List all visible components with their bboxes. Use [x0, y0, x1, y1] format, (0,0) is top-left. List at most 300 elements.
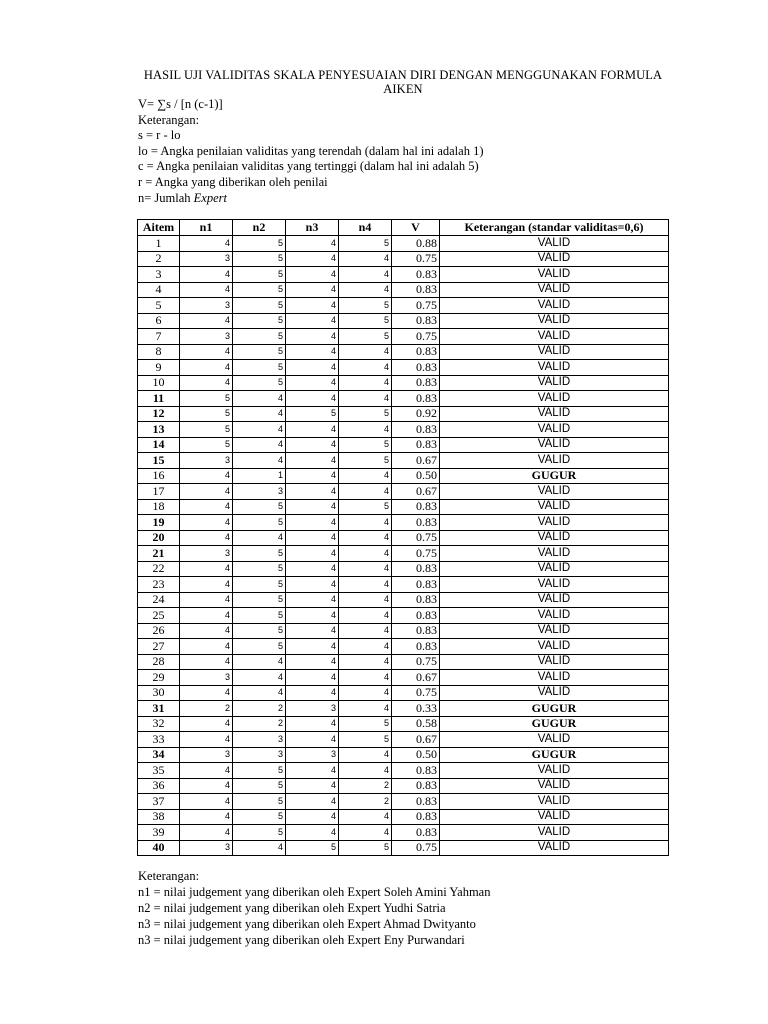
table-row	[138, 732, 669, 748]
cell-n2: 5	[233, 515, 286, 531]
cell-n3: 4	[286, 561, 339, 577]
cell-v: 0.83	[392, 515, 440, 531]
header-n3: n3	[286, 220, 339, 236]
cell-v: 0.75	[392, 546, 440, 562]
table-row	[138, 313, 669, 329]
cell-n3: 4	[286, 530, 339, 546]
note-n-expert: Expert	[193, 190, 227, 205]
cell-aitem: 35	[138, 763, 180, 779]
cell-v: 0.83	[392, 499, 440, 515]
cell-n1: 5	[180, 422, 233, 438]
cell-n3: 4	[286, 778, 339, 794]
cell-n4: 4	[339, 685, 392, 701]
cell-n3: 4	[286, 809, 339, 825]
cell-v: 0.83	[392, 422, 440, 438]
cell-v: 0.67	[392, 453, 440, 469]
table-row	[138, 701, 669, 717]
cell-aitem: 28	[138, 654, 180, 670]
cell-keterangan: VALID	[440, 794, 669, 810]
cell-n4: 4	[339, 809, 392, 825]
cell-aitem: 39	[138, 825, 180, 841]
cell-n3: 4	[286, 344, 339, 360]
cell-n4: 5	[339, 732, 392, 748]
cell-keterangan: VALID	[440, 592, 669, 608]
cell-n4: 4	[339, 670, 392, 686]
cell-n1: 4	[180, 468, 233, 484]
notes-label: Keterangan:	[138, 112, 200, 127]
cell-n2: 3	[233, 484, 286, 500]
cell-aitem: 24	[138, 592, 180, 608]
cell-aitem: 25	[138, 608, 180, 624]
cell-aitem: 23	[138, 577, 180, 593]
cell-keterangan: VALID	[440, 375, 669, 391]
cell-aitem: 14	[138, 437, 180, 453]
cell-keterangan: VALID	[440, 453, 669, 469]
cell-n1: 4	[180, 654, 233, 670]
cell-n1: 4	[180, 608, 233, 624]
cell-aitem: 22	[138, 561, 180, 577]
cell-n4: 4	[339, 515, 392, 531]
cell-keterangan: VALID	[440, 437, 669, 453]
cell-n4: 4	[339, 360, 392, 376]
cell-n3: 4	[286, 716, 339, 732]
cell-n3: 4	[286, 685, 339, 701]
cell-n3: 4	[286, 236, 339, 252]
cell-n1: 4	[180, 515, 233, 531]
cell-keterangan: VALID	[440, 654, 669, 670]
note-n-prefix: n= Jumlah	[138, 190, 194, 205]
table-row	[138, 685, 669, 701]
cell-n4: 4	[339, 561, 392, 577]
cell-aitem: 30	[138, 685, 180, 701]
cell-n4: 4	[339, 375, 392, 391]
cell-n1: 3	[180, 546, 233, 562]
cell-n1: 4	[180, 236, 233, 252]
cell-keterangan: VALID	[440, 515, 669, 531]
cell-n2: 5	[233, 282, 286, 298]
table-row	[138, 515, 669, 531]
cell-aitem: 11	[138, 391, 180, 407]
table-row	[138, 530, 669, 546]
table-row	[138, 236, 669, 252]
cell-v: 0.75	[392, 685, 440, 701]
cell-keterangan: GUGUR	[440, 701, 669, 717]
header-n1: n1	[180, 220, 233, 236]
cell-n1: 3	[180, 747, 233, 763]
cell-n2: 4	[233, 422, 286, 438]
cell-n4: 2	[339, 794, 392, 810]
cell-n4: 4	[339, 623, 392, 639]
cell-v: 0.83	[392, 592, 440, 608]
table-row	[138, 794, 669, 810]
cell-aitem: 21	[138, 546, 180, 562]
note-s: s = r - lo	[138, 128, 181, 143]
header-aitem: Aitem	[138, 220, 180, 236]
table-row	[138, 406, 669, 422]
cell-n3: 4	[286, 608, 339, 624]
cell-n1: 4	[180, 267, 233, 283]
cell-n3: 4	[286, 251, 339, 267]
note-c: c = Angka penilaian validitas yang tertinggi (dalam hal ini adalah 5)	[138, 159, 479, 174]
cell-n3: 4	[286, 298, 339, 314]
cell-n4: 4	[339, 251, 392, 267]
cell-aitem: 26	[138, 623, 180, 639]
cell-n1: 4	[180, 592, 233, 608]
cell-n4: 4	[339, 267, 392, 283]
cell-keterangan: VALID	[440, 809, 669, 825]
cell-v: 0.83	[392, 561, 440, 577]
validity-table	[137, 219, 669, 856]
table-row	[138, 267, 669, 283]
cell-n4: 5	[339, 329, 392, 345]
cell-keterangan: VALID	[440, 406, 669, 422]
table-row	[138, 639, 669, 655]
aiken-formula: V= ∑s / [n (c-1)]	[138, 97, 223, 111]
cell-n2: 4	[233, 437, 286, 453]
note-r: r = Angka yang diberikan oleh penilai	[138, 174, 328, 189]
cell-n4: 4	[339, 484, 392, 500]
cell-n2: 5	[233, 825, 286, 841]
cell-n2: 5	[233, 809, 286, 825]
cell-keterangan: VALID	[440, 763, 669, 779]
cell-n3: 4	[286, 484, 339, 500]
cell-n4: 5	[339, 453, 392, 469]
cell-n3: 4	[286, 623, 339, 639]
cell-n3: 4	[286, 422, 339, 438]
cell-v: 0.75	[392, 654, 440, 670]
cell-v: 0.33	[392, 701, 440, 717]
cell-n2: 5	[233, 344, 286, 360]
table-row	[138, 809, 669, 825]
cell-keterangan: VALID	[440, 825, 669, 841]
cell-n1: 5	[180, 406, 233, 422]
cell-n2: 5	[233, 592, 286, 608]
table-row	[138, 453, 669, 469]
cell-n4: 4	[339, 577, 392, 593]
cell-n3: 4	[286, 329, 339, 345]
cell-n1: 4	[180, 716, 233, 732]
cell-n2: 5	[233, 546, 286, 562]
cell-keterangan: VALID	[440, 251, 669, 267]
cell-n4: 4	[339, 639, 392, 655]
cell-aitem: 12	[138, 406, 180, 422]
cell-keterangan: VALID	[440, 422, 669, 438]
table-row	[138, 840, 669, 856]
cell-n3: 4	[286, 763, 339, 779]
cell-n2: 2	[233, 701, 286, 717]
cell-keterangan: GUGUR	[440, 468, 669, 484]
cell-n4: 4	[339, 763, 392, 779]
cell-n3: 4	[286, 577, 339, 593]
cell-aitem: 1	[138, 236, 180, 252]
cell-n2: 5	[233, 499, 286, 515]
cell-n3: 4	[286, 654, 339, 670]
cell-aitem: 16	[138, 468, 180, 484]
cell-n1: 4	[180, 344, 233, 360]
cell-keterangan: VALID	[440, 685, 669, 701]
cell-v: 0.83	[392, 608, 440, 624]
cell-keterangan: VALID	[440, 282, 669, 298]
table-row	[138, 623, 669, 639]
cell-aitem: 38	[138, 809, 180, 825]
table-row	[138, 670, 669, 686]
cell-n3: 4	[286, 794, 339, 810]
cell-n4: 4	[339, 282, 392, 298]
cell-aitem: 31	[138, 701, 180, 717]
cell-v: 0.67	[392, 670, 440, 686]
cell-aitem: 9	[138, 360, 180, 376]
cell-n4: 4	[339, 608, 392, 624]
cell-aitem: 19	[138, 515, 180, 531]
cell-n4: 4	[339, 654, 392, 670]
cell-n4: 4	[339, 825, 392, 841]
cell-keterangan: VALID	[440, 840, 669, 856]
cell-keterangan: VALID	[440, 732, 669, 748]
cell-n2: 4	[233, 654, 286, 670]
cell-n2: 5	[233, 375, 286, 391]
cell-n3: 4	[286, 825, 339, 841]
cell-v: 0.75	[392, 329, 440, 345]
cell-keterangan: VALID	[440, 639, 669, 655]
cell-n1: 4	[180, 484, 233, 500]
cell-n1: 4	[180, 794, 233, 810]
table-row	[138, 716, 669, 732]
cell-v: 0.83	[392, 794, 440, 810]
table-row	[138, 360, 669, 376]
cell-n3: 4	[286, 437, 339, 453]
cell-n1: 5	[180, 437, 233, 453]
cell-n1: 4	[180, 732, 233, 748]
table-row	[138, 592, 669, 608]
cell-keterangan: VALID	[440, 530, 669, 546]
cell-n2: 4	[233, 670, 286, 686]
cell-keterangan: VALID	[440, 608, 669, 624]
cell-v: 0.67	[392, 484, 440, 500]
cell-n2: 5	[233, 561, 286, 577]
cell-keterangan: VALID	[440, 561, 669, 577]
cell-n4: 4	[339, 747, 392, 763]
cell-n1: 4	[180, 360, 233, 376]
cell-aitem: 15	[138, 453, 180, 469]
table-row	[138, 778, 669, 794]
table-row	[138, 561, 669, 577]
cell-n1: 4	[180, 313, 233, 329]
cell-v: 0.75	[392, 530, 440, 546]
cell-v: 0.75	[392, 251, 440, 267]
cell-keterangan: VALID	[440, 546, 669, 562]
cell-aitem: 33	[138, 732, 180, 748]
cell-v: 0.67	[392, 732, 440, 748]
cell-aitem: 8	[138, 344, 180, 360]
table-row	[138, 391, 669, 407]
cell-n2: 4	[233, 530, 286, 546]
cell-v: 0.83	[392, 577, 440, 593]
cell-n4: 5	[339, 236, 392, 252]
cell-keterangan: VALID	[440, 778, 669, 794]
header-n2: n2	[233, 220, 286, 236]
cell-keterangan: VALID	[440, 623, 669, 639]
cell-v: 0.58	[392, 716, 440, 732]
cell-keterangan: VALID	[440, 484, 669, 500]
cell-n3: 4	[286, 670, 339, 686]
footer-line-n1: n1 = nilai judgement yang diberikan oleh Expert Soleh Amini Yahman	[138, 885, 491, 899]
cell-aitem: 5	[138, 298, 180, 314]
table-row	[138, 282, 669, 298]
cell-n1: 4	[180, 530, 233, 546]
cell-keterangan: VALID	[440, 499, 669, 515]
cell-n4: 4	[339, 422, 392, 438]
cell-v: 0.83	[392, 344, 440, 360]
footer-notes	[138, 868, 490, 948]
cell-n2: 5	[233, 236, 286, 252]
note-n	[138, 191, 483, 207]
footer-label: Keterangan:	[138, 869, 200, 883]
cell-v: 0.83	[392, 825, 440, 841]
table-row	[138, 484, 669, 500]
cell-aitem: 18	[138, 499, 180, 515]
table-row	[138, 468, 669, 484]
cell-n3: 4	[286, 267, 339, 283]
header-n4: n4	[339, 220, 392, 236]
cell-aitem: 34	[138, 747, 180, 763]
cell-v: 0.83	[392, 267, 440, 283]
cell-n1: 4	[180, 623, 233, 639]
cell-n4: 2	[339, 778, 392, 794]
table-row	[138, 344, 669, 360]
table-row	[138, 747, 669, 763]
cell-n3: 4	[286, 499, 339, 515]
cell-keterangan: VALID	[440, 344, 669, 360]
cell-keterangan: VALID	[440, 298, 669, 314]
cell-v: 0.75	[392, 840, 440, 856]
cell-keterangan: VALID	[440, 236, 669, 252]
cell-n2: 3	[233, 747, 286, 763]
cell-n1: 2	[180, 701, 233, 717]
table-row	[138, 763, 669, 779]
cell-n1: 4	[180, 763, 233, 779]
cell-n2: 4	[233, 685, 286, 701]
cell-n1: 4	[180, 577, 233, 593]
cell-n4: 5	[339, 840, 392, 856]
table-row	[138, 546, 669, 562]
note-lo: lo = Angka penilaian validitas yang terendah (dalam hal ini adalah 1)	[138, 143, 484, 158]
cell-v: 0.83	[392, 437, 440, 453]
cell-n2: 5	[233, 778, 286, 794]
table-row	[138, 654, 669, 670]
cell-aitem: 13	[138, 422, 180, 438]
cell-keterangan: VALID	[440, 577, 669, 593]
cell-n1: 3	[180, 298, 233, 314]
table-row	[138, 422, 669, 438]
cell-v: 0.92	[392, 406, 440, 422]
cell-v: 0.83	[392, 391, 440, 407]
cell-n2: 5	[233, 251, 286, 267]
cell-n4: 5	[339, 499, 392, 515]
cell-keterangan: VALID	[440, 329, 669, 345]
footer-line-n4: n3 = nilai judgement yang diberikan oleh Expert Eny Purwandari	[138, 933, 465, 947]
cell-keterangan: VALID	[440, 267, 669, 283]
cell-n3: 4	[286, 546, 339, 562]
cell-keterangan: GUGUR	[440, 747, 669, 763]
cell-n4: 4	[339, 344, 392, 360]
table-row	[138, 329, 669, 345]
cell-n3: 5	[286, 840, 339, 856]
table-body	[138, 236, 669, 856]
cell-n1: 4	[180, 639, 233, 655]
cell-aitem: 20	[138, 530, 180, 546]
cell-n2: 5	[233, 608, 286, 624]
cell-n1: 3	[180, 453, 233, 469]
table-row	[138, 375, 669, 391]
cell-n2: 1	[233, 468, 286, 484]
cell-aitem: 32	[138, 716, 180, 732]
header-keterangan: Keterangan (standar validitas=0,6)	[440, 220, 669, 236]
table-row	[138, 298, 669, 314]
cell-n2: 2	[233, 716, 286, 732]
cell-n3: 5	[286, 406, 339, 422]
cell-n4: 4	[339, 701, 392, 717]
cell-aitem: 6	[138, 313, 180, 329]
cell-aitem: 10	[138, 375, 180, 391]
cell-aitem: 2	[138, 251, 180, 267]
cell-n4: 4	[339, 391, 392, 407]
table-header-row	[138, 220, 669, 236]
cell-n2: 5	[233, 329, 286, 345]
cell-n2: 5	[233, 577, 286, 593]
cell-n3: 4	[286, 468, 339, 484]
cell-n2: 5	[233, 763, 286, 779]
cell-n3: 4	[286, 592, 339, 608]
footer-line-n2: n2 = nilai judgement yang diberikan oleh Expert Yudhi Satria	[138, 901, 446, 915]
table-row	[138, 437, 669, 453]
table-row	[138, 608, 669, 624]
cell-v: 0.75	[392, 298, 440, 314]
table-row	[138, 251, 669, 267]
cell-n2: 4	[233, 391, 286, 407]
cell-n2: 4	[233, 453, 286, 469]
cell-n3: 4	[286, 515, 339, 531]
cell-n4: 4	[339, 546, 392, 562]
cell-n4: 5	[339, 313, 392, 329]
cell-v: 0.50	[392, 747, 440, 763]
footer-line-n3: n3 = nilai judgement yang diberikan oleh Expert Ahmad Dwityanto	[138, 917, 476, 931]
cell-n2: 5	[233, 623, 286, 639]
cell-aitem: 29	[138, 670, 180, 686]
cell-n4: 5	[339, 716, 392, 732]
cell-v: 0.83	[392, 778, 440, 794]
cell-v: 0.83	[392, 375, 440, 391]
cell-aitem: 27	[138, 639, 180, 655]
cell-keterangan: VALID	[440, 313, 669, 329]
cell-n1: 3	[180, 840, 233, 856]
cell-n2: 4	[233, 406, 286, 422]
cell-v: 0.83	[392, 639, 440, 655]
cell-n3: 4	[286, 732, 339, 748]
cell-n2: 5	[233, 360, 286, 376]
cell-n3: 4	[286, 375, 339, 391]
cell-n3: 4	[286, 313, 339, 329]
cell-v: 0.50	[392, 468, 440, 484]
cell-n1: 4	[180, 499, 233, 515]
cell-n2: 5	[233, 267, 286, 283]
cell-n2: 5	[233, 639, 286, 655]
table-row	[138, 499, 669, 515]
cell-n1: 4	[180, 778, 233, 794]
cell-n3: 3	[286, 747, 339, 763]
cell-n1: 4	[180, 375, 233, 391]
cell-n1: 4	[180, 685, 233, 701]
cell-n1: 3	[180, 670, 233, 686]
